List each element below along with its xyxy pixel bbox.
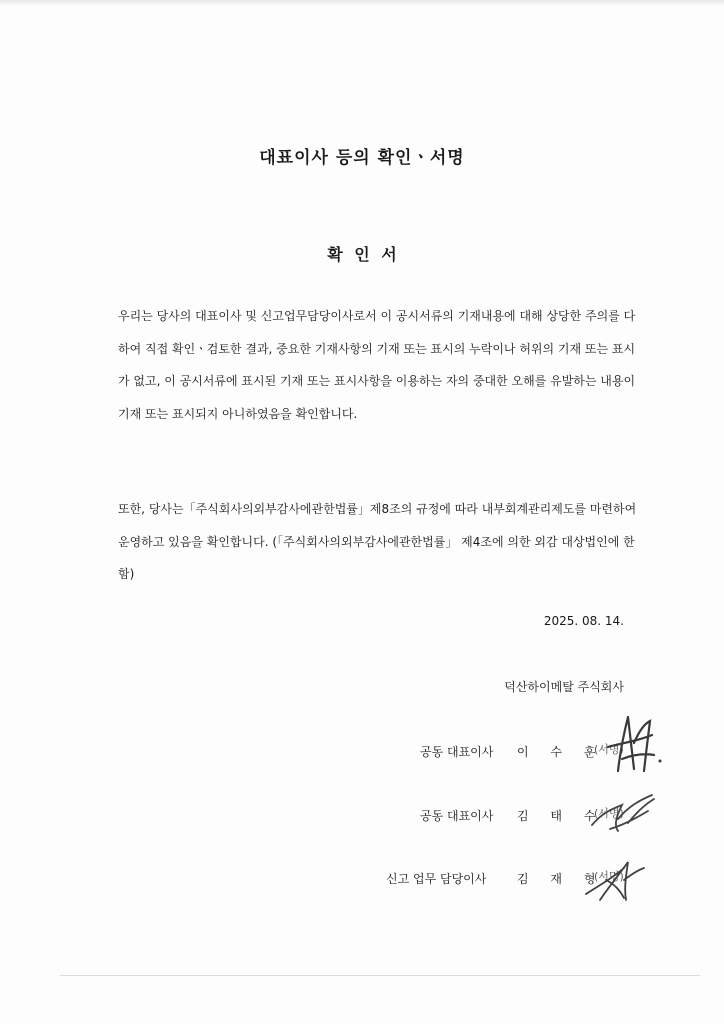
handwritten-signature-1 <box>588 713 668 777</box>
scan-edge-bottom <box>60 975 700 976</box>
document-main-title: 대표이사 등의 확인ㆍ서명 <box>259 148 465 168</box>
signature-placeholder: (서명) <box>594 807 624 820</box>
scan-edge-top <box>0 0 724 6</box>
handwritten-signature-2 <box>588 791 658 835</box>
signatory-name: 김 재 형 <box>517 872 605 886</box>
confirmation-paragraph: 우리는 당사의 대표이사 및 신고업무담당이사로서 이 공시서류의 기재내용에 대해 상당한 주의를 다하여 직접 확인ㆍ검토한 결과, 중요한 기재사항의 기재 또는 표시의 누락이나 허위의 기재 또는 표시가 없고, 이 공시서류에 표시된 기재 또는 표시사항을 이용하는 자의 중대한 오해를 유발하는 내용이 기재 또는 표시되지 아니하였음을 확인합니다. <box>118 309 636 421</box>
signatory-row <box>0 870 724 894</box>
signatory-title: 신고 업무 담당이사 <box>386 872 487 886</box>
signature-placeholder: (서명) <box>594 870 624 883</box>
signatory-row <box>0 807 724 831</box>
signatory-title: 공동 대표이사 <box>420 745 494 759</box>
document-date: 2025. 08. 14. <box>543 614 624 628</box>
internal-control-paragraph: 또한, 당사는「주식회사의외부감사에관한법률」제8조의 규정에 따라 내부회계관리제도를 마련하여 운영하고 있음을 확인합니다. (「주식회사의외부감사에관한법률」 제4조에 의한 외감 대상법인에 한함) <box>118 502 637 581</box>
handwritten-signature-3 <box>580 850 650 906</box>
company-name: 덕산하이메탈 주식회사 <box>504 680 624 694</box>
document-sub-title: 확 인 서 <box>327 245 397 264</box>
signatory-row <box>0 743 724 767</box>
signatory-title: 공동 대표이사 <box>420 809 494 823</box>
signatory-name: 이 수 훈 <box>517 745 605 759</box>
signatory-name: 김 태 수 <box>517 809 605 823</box>
signature-placeholder: (서명) <box>594 743 624 756</box>
